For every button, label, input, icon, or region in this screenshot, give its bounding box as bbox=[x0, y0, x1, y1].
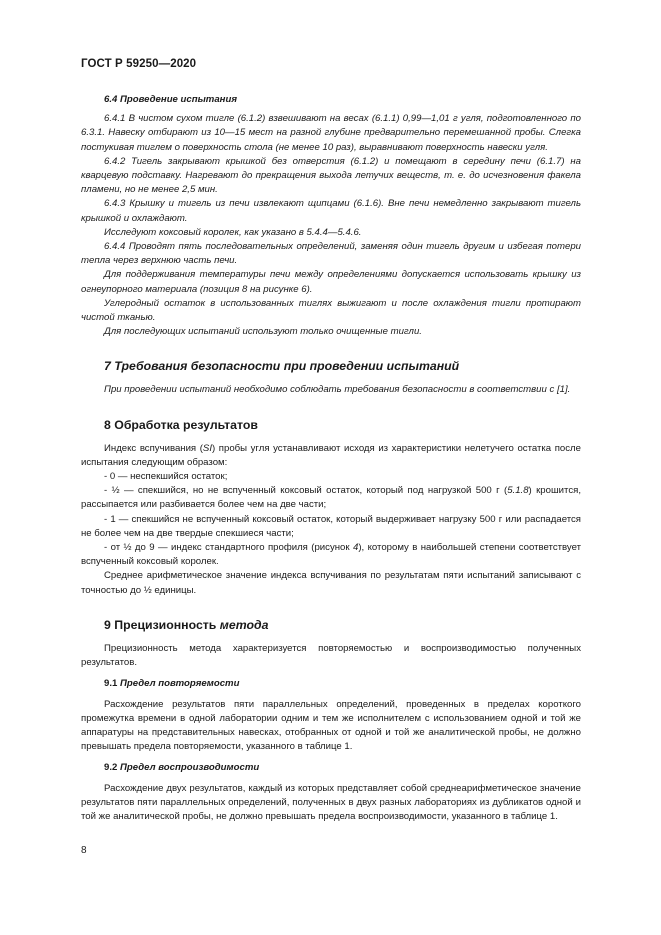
document-code-header: ГОСТ Р 59250—2020 bbox=[81, 58, 197, 70]
list-item-index-half bbox=[81, 484, 581, 512]
text-fragment: - ½ — спекшийся, но не вспученный коксовый остаток, который под нагрузкой 500 г ( bbox=[104, 485, 508, 497]
paragraph-8-mean: Среднее арифметическое значение индекса вспучивания по результатам пяти испытаний записывают с точностью до ½ единицы. bbox=[81, 570, 581, 596]
paragraph-6-4-4-lid: Для поддерживания температуры печи между определениями допускается использовать крышку из огнеупорного материала (позиция 8 на рисунке 6). bbox=[81, 269, 581, 295]
text-fragment: ), которому в наибольшей степени соответствует вспученный коксовый королек. bbox=[81, 542, 581, 568]
section-title: Предел воспроизводимости bbox=[120, 762, 260, 774]
subsection-heading-9-1 bbox=[81, 677, 581, 691]
text-fragment: - от ½ до 9 — индекс стандартного профиля (рисунок bbox=[104, 542, 353, 554]
figure-reference: 4 bbox=[353, 542, 359, 554]
text-fragment: метода bbox=[219, 617, 269, 632]
text-fragment: ) пробы угля устанавливают исходя из характеристики нелетучего остатка после испытания следующим образом: bbox=[81, 442, 581, 468]
paragraph-6-4-4: 6.4.4 Проводят пять последовательных определений, заменяя один тигель другим и избегая потери тепла через верхнюю часть печи. bbox=[81, 241, 581, 267]
paragraph-6-4-3-note: Исследуют коксовый королек, как указано в 5.4.4—5.4.6. bbox=[104, 226, 362, 238]
text-fragment: ) крошится, рассыпается или разбивается более чем на две части; bbox=[81, 485, 581, 511]
paragraph-6-4-4-residue: Углеродный остаток в использованных тиглях выжигают и после охлаждения тигли протирают чистой тканью. bbox=[81, 297, 581, 324]
paragraph-6-4-3: 6.4.3 Крышку и тигель из печи извлекают щипцами (6.1.6). Вне печи немедленно закрывают тигель крышкой и охлаждают. bbox=[81, 198, 581, 224]
list-item-index-1: - 1 — спекшийся не вспученный коксовый остаток, который выдерживает нагрузку 500 г или распадается не более чем на две твердые спекшиеся части; bbox=[81, 513, 581, 539]
text-fragment: Индекс вспучивания ( bbox=[104, 442, 203, 454]
paragraph-9-2: Расхождение двух результатов, каждый из которых представляет собой среднеарифметическое значение результатов пяти параллельных определений, полученных в двух разных лабораториях из дубликатов одной и той же аналитической пробы, не должно превышать предела воспроизводимости, указанного в таблице 1. bbox=[81, 782, 581, 822]
page-number: 8 bbox=[81, 845, 87, 856]
si-symbol: SI bbox=[202, 442, 212, 454]
paragraph-9-1: Расхождение результатов пяти параллельных определений, проведенных в пределах короткого промежутка времени в одной лаборатории одним и тем же исполнителем с использованием одной и той же аппаратуры на представительных навесках, отобранных от одной и той же аналитической пробы, не должно превышать предела повторяемости, указанного в таблице 1. bbox=[81, 698, 581, 753]
section-heading-7: 7 Требования безопасности при проведении испытаний bbox=[104, 359, 460, 374]
section-number: 9.2 bbox=[104, 762, 121, 774]
subsection-heading-9-2 bbox=[81, 761, 581, 775]
paragraph-7-safety: При проведении испытаний необходимо соблюдать требования безопасности в соответствии с [1]. bbox=[104, 384, 571, 396]
list-item-index-0: - 0 — неспекшийся остаток; bbox=[104, 471, 228, 483]
text-fragment: 9 Прецизионность bbox=[104, 617, 220, 632]
subsection-heading-6-4: 6.4 Проведение испытания bbox=[104, 94, 237, 105]
paragraph-8-intro bbox=[81, 442, 581, 470]
list-item-index-range bbox=[81, 541, 581, 569]
section-title: Предел повторяемости bbox=[120, 678, 240, 690]
paragraph-9-intro: Прецизионность метода характеризуется повторяемостью и воспроизводимостью полученных результатов. bbox=[81, 642, 581, 669]
section-heading-8: 8 Обработка результатов bbox=[104, 417, 258, 432]
clause-reference: 5.1.8 bbox=[507, 485, 529, 497]
section-heading-9 bbox=[81, 617, 581, 633]
paragraph-6-4-4-clean: Для последующих испытаний используют только очищенные тигли. bbox=[104, 326, 422, 338]
paragraph-6-4-2: 6.4.2 Тигель закрывают крышкой без отверстия (6.1.2) и помещают в середину печи (6.1.7) на кварцевую подставку. Нагревают до прекращения выхода летучих веществ, т. е. до исчезновения факела пламени, но не менее 2,5 мин. bbox=[81, 155, 581, 196]
section-number: 9.1 bbox=[104, 678, 121, 690]
paragraph-6-4-1: 6.4.1 В чистом сухом тигле (6.1.2) взвешивают на весах (6.1.1) 0,99—1,01 г угля, подготовленного по 6.3.1. Навеску отбирают из 10—15 мест на разной глубине предварительно перемешанной пробы. Слегка постукивая тиглем о поверхность стола (не менее 10 раз), выравнивают поверхность навески угля. bbox=[81, 113, 581, 153]
page-content bbox=[81, 93, 581, 824]
